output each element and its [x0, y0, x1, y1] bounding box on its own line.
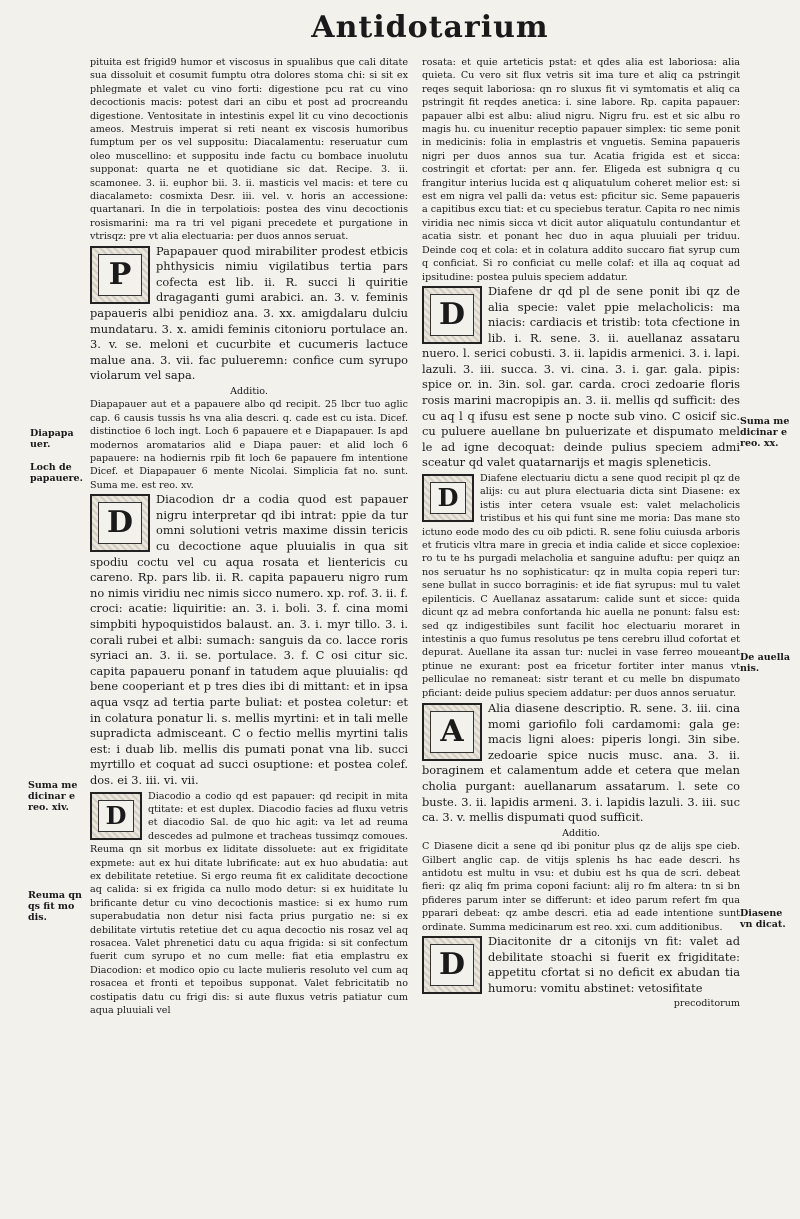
left-paragraph-3: Diapapauer aut et a papauere albo qd recipit. 25 lbcr tuo aglic cap. 6 causis tussis hs vna alia descri. q. cade est cu ista. Dicef. distinctioe 6 loch ingt. Loch 6 papauere et e Diapapauer. Is apd modernos aromatarios alid e Diapa pauer: et alid loch 6 papauere: na hodiernis rpib fit loch 6e papauere fm intentione Dicef. et Diapapauer 6 mente Nicolai. Simplicia fat no. sunt. Suma me. est reo. xv. — [90, 399, 408, 491]
decorated-initial — [90, 494, 150, 552]
margin-note: Suma me dicinar e reo. xx. — [740, 416, 790, 449]
catchword: precoditorum — [673, 998, 740, 1010]
decorated-initial — [422, 936, 482, 994]
decorated-initial — [422, 474, 474, 522]
margin-note: Diapapa uer. — [30, 428, 74, 450]
left-paragraph-2: Papapauer quod mirabiliter prodest etbicis phthysicis nimiu vigilatibus tertia pars cofecta est lib. ii. R. succi li quiritie dragaganti gumi arabici. an. 3. v. feminis papaueris albi penidioz ana. 3. xx. amigdalaru dulciu mundataru. 3. x. amidi feminis citonioru portulace an. 3. v. se. meloni et cucurbite et cucumeris lactuce malue ana. 3. vii. fac pulueremn: confice cum syrupo violarum vel sapa. — [90, 243, 408, 383]
right-paragraph-3: Diafene electuariu dictu a sene quod recipit pl qz de alijs: cu aut plura electuaria dicta sint Diasene: ex istis inter cetera vsuale est: valet melacholicis tristibus et his qui funt sine me moria: Das mane sto ictuno eode modo des cu oib pdicti. R. sene foliu cuiusda arboris et fruticis vltra mare in grecia et india calide et sicce coplexioe: ro tu te hs purgadi melacholia et sanguine aduftu: per quiqz an nos seruatur hs no sophisticatur: qz in multa copia reperi tur: sene bullat in succo borraginis: et ide fiat syrupus: mul tu valet epilenticis. C Auellanaz assatarum: calide sunt et sicce: quida dicunt qz ad mebra confortanda hic auella ne ponunt: falsu est: sed qz indigestibiles sunt facilit hoc electuariu moraret in intestinis a quo fumus resolutus pe tens cerebru illud cofortat et depurat. Auellane ita assan tur: nuclei in vase ferreo moueant ptinue ne exurant: post ea fricetur fortiter inter manus vt pelliculae no remaneat: sistr terant et cu melle bn dispumato pficiant: deide pulius speciem addatur: per duos annos seruatur. — [422, 473, 740, 699]
right-paragraph-1: rosata: et quie arteticis pstat: et qdes alia est laboriosa: alia quieta. Cu vero sit flux vetris sit ima ture et aliq ca pstringit reqes sequit laboriosa: qn ro sluxus fit vi symtomatis et aliq ca pstringit fit reqdes anetica: i. sine labore. Rp. capita papauer: papauer albi est albu: aliud nigru. Nigru fru. est et sic albu ro magis hu. cu inuenitur receptio papauer simplex: tic seme ponit in medicinis: folia in emplastris et vnguetis. Semina papaueris nigri per duos annos sua tur. Acatia frigida est et sicca: costringit et cfortat: per ann. fer. Eligeda est subnigra q cu frangitur interius lucida est q aliquatulum coheret melior est: si est em nigra vel palli da: vetus est: pficitur sic. Seme papaueris a capitibus excu tiat: et cu speciebus teratur. Capita ro nec nimis viridia nec nimis sicca vt dicit autor aliquatulu contundantur et acatia sistr. et ponant hec duo in aqua pluuiali per triduu. Deinde coq et cola: et in colatura addito succaro fiat syrup cum q conficiat. Si ro conficiat cu melle colaf: et illa aq coquat ad ipsitudine: postea puluis speciem addatur. — [422, 57, 740, 283]
initial-letter: P — [98, 254, 142, 296]
initial-letter: D — [98, 800, 134, 832]
margin-note: Suma me dicinar e reo. xiv. — [28, 780, 78, 813]
running-title: Antidotarium — [311, 10, 549, 45]
decorated-initial — [90, 246, 150, 304]
initial-letter: D — [430, 944, 474, 986]
decorated-initial — [422, 286, 482, 344]
left-paragraph-5: Diacodio a codio qd est papauer: qd recipit in mita qtitate: et est duplex. Diacodio facies ad fluxu vetris et diacodio Sal. de quo hic agit: va let ad reuma descedes ad pulmone et tracheas tussimqz comoues. Reuma qn sit morbus ex liditate dissoluete: aut ex frigiditate expmete: aut ex hui ditate lubrificate: aut ex huo abudatia: aut ex debilitate retetiue. Si ergo reuma fit ex caliditate decoctione aq calida: si ex frigida ca nullo modo detur: si ex huiditate lu brificante detur cu vino decoctionis mastice: si ex humo rum superabudatia non detur nisi facta prius purgatio ne: si ex debilitate virtutis retetiue det cu aqua decoctio nis rosaz vel aq rosacea. Valet phrenetici datu cu aqua frigida: si sit confectum fuerit cum syrupo et no cum melle: fiat etia emplastru ex Diacodion: et modico opio cu lacte mulieris resoluto vel cum aq rosacea et fronti et tepoibus supponat. Valet febricitatib no costipatis datu cu frigi dis: si aute fluxus vetris patiatur cum aqua pluuiali vel — [90, 790, 408, 1017]
left-paragraph-2-block — [90, 244, 408, 384]
right-paragraph-5: C Diasene dicit a sene qd ibi ponitur plus qz de alijs spe cieb. Gilbert anglic cap. de vitijs splenis hs hac eade descri. hs antidotu est multu in vsu: et dubiu est hs qua de scri. debeat fieri: qz aliq fm prima coponi faciunt: alij ro fm altera: tn si bn pfideres parum inter se differunt: et ideo parum refert fm qua pparari debeat: qz ambe descri. etia ad eade intentione sunt ordinate. Summa medicinarum est reo. xxi. cum additionibus. — [422, 841, 740, 933]
margin-note: Loch de papauere. — [30, 462, 83, 484]
margin-note: De auella nis. — [740, 652, 791, 674]
margin-note: Diasene vn dicat. — [740, 908, 786, 930]
right-column — [422, 56, 740, 1196]
initial-letter: A — [430, 711, 474, 753]
right-paragraph-4-block — [422, 701, 740, 826]
right-paragraph-6: Diacitonite dr a citonijs vn fit: valet ad debilitate stoachi si fuerit ex frigiditate: appetitu cfortat si no deficit ex abudan tia humoru: vomitu abstinet: vetosifitate — [488, 933, 740, 995]
left-paragraph-4-block — [90, 492, 408, 788]
additio-heading: Additio. — [230, 386, 268, 398]
initial-letter: D — [430, 482, 466, 514]
initial-letter: D — [430, 294, 474, 336]
left-paragraph-4: Diacodion dr a codia quod est papauer nigru interpretar qd ibi intrat: ppie da tur omni solutioni vetris maxime dissin tericis cu decoctione aque pluuialis in qua sit spodiu coctu vel cu aqua rosata et lientericis cu careno. Rp. pars lib. ii. R. capita papaueru nigro rum no nimis viridiu nec nimis sicco numero. xp. rof. 3. ii. f. croci: acatie: liquiritie: an. 3. i. boli. 3. f. cina momi simpbiti hypoquistidos balaust. an. 3. i. myr tillo. 3. i. corali rubei et albi: sumach: sanguis da co. lacce roris syriaci an. 3. ii. se. portulace. 3. f. C osi citur sic. capita papaueru ponanf in tatudem aque pluuialis: qd bene cooperiant et p tres dies ibi di mittant: et in ipsa aqua vsqz ad tertia parte buliat: et postea coletur: et in colatura ponatur li. s. mellis myrtini: et in tali melle supradicta admisceant. C o fectio mellis myrtini talis est: i duab lib. mellis dis pumati ponat vna lib. succi myrtillo et coquat ad succi osuptione: et postea colef. dos. ei 3. iii. vi. vii. — [90, 492, 408, 787]
right-paragraph-6-block — [422, 934, 740, 996]
right-paragraph-2: Diafene dr qd pl de sene ponit ibi qz de alia specie: valet ppie melacholicis: ma niacis: cardiacis et tristib: tota cfectione in lib. i. R. sene. 3. ii. auellanaz assataru nuero. l. serici cobusti. 3. ii. lapidis armenici. 3. i. lapi. lazuli. 3. iii. succa. 3. vi. cina. 3. i. gar. gala. pipis: spice or. in. 3in. sol. gar. carda. croci zedoarie floris rosis marini macropipis an. 3. ii. mellis qd sufficit: des cu aq l q ifusu est sene p nocte sub vino. C osicif sic. cu puluere auellane bn puluerizate et dispumato mel le ad igne decoquat: deinde pulius speciem admi sceatur qd valet quatarnarijs et magis spleneticis. — [422, 283, 740, 470]
left-paragraph-5-block — [90, 790, 408, 1018]
margin-note: Reuma qn qs fit mo dis. — [28, 890, 82, 923]
left-paragraph-1: pituita est frigid9 humor et viscosus in spualibus que cali ditate sua dissoluit et cosumit fumptu otra dolores stoma chi: si sit ex phlegmate et valet cu vino forti: digestione pcu rat cu vino decoctionis macis: potest dari an cibu et post ad procreandu digestione. Ventositate in intestinis expel lit cu vino decoctionis ameos. Mestruis imperat si reti neant ex viscosis humoribus fumptum per os vel suppositu: Diacalamentu: reseruatur cum oleo muscellino: et suppositu inde factu cu bombace inuolutu supponat: quarta ne et quotidiane sic dat. Recipe. 3. ii. scamonee. 3. ii. euphor bii. 3. ii. masticis vel macis: et tere cu diacalameto: cosmixta Desr. iii. vel. v. horis an accessione: quartanari. In die in terpolatiois: postea des vinu decoctionis rosismarini: ma ra tri vel pigani precedete et purgatione in vtrisqz: pre vt alia electuaria: per duos annos seruat. — [90, 57, 408, 243]
additio-heading: Additio. — [562, 827, 600, 839]
decorated-initial — [90, 792, 142, 840]
right-paragraph-2-block — [422, 284, 740, 471]
left-column — [90, 56, 408, 1196]
decorated-initial — [422, 703, 482, 761]
right-paragraph-4: Alia diasene descriptio. R. sene. 3. iii. cina momi gariofilo foli cardamomi: gala ge: macis ligni aloes: piperis longi. 3in sibe. zedoarie spice nucis musc. ana. 3. ii. boraginem et calamentum adde et cetera que melan cholia purgant: auellanarum assatarum. l. sete co buste. 3. ii. lapidis armeni. 3. i. lapidis lazuli. 3. iii. suc ca. 3. v. mellis dispumati quod sufficit. — [422, 700, 740, 825]
initial-letter: D — [98, 502, 142, 544]
right-paragraph-3-block — [422, 472, 740, 700]
